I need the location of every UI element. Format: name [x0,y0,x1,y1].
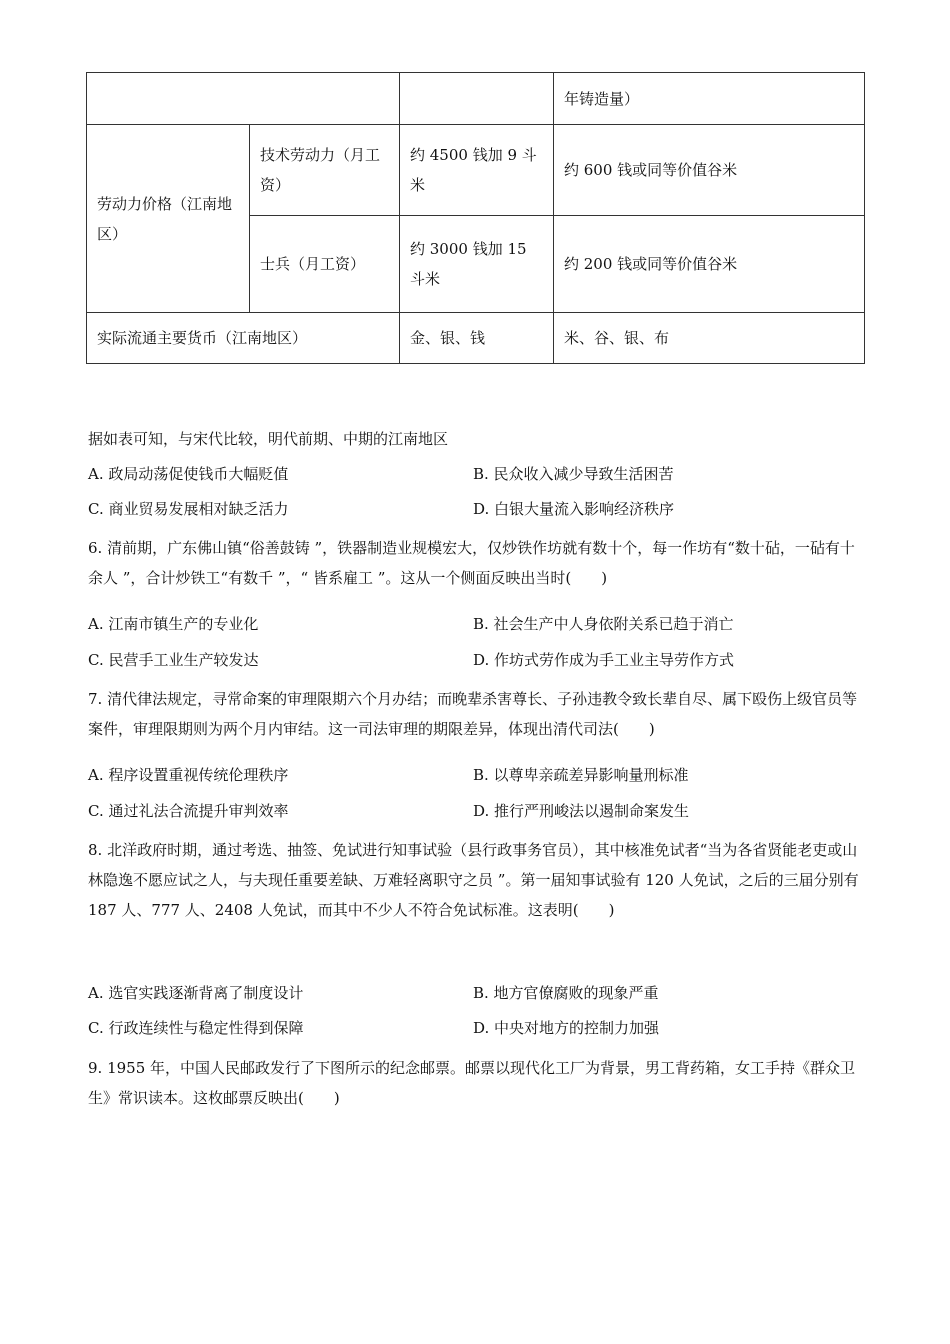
q6-option-d[interactable]: D. 作坊式劳作成为手工业主导劳作方式 [473,651,735,669]
q6-option-c[interactable]: C. 民营手工业生产较发达 [88,651,259,669]
table-row [87,313,865,364]
tech-labor-song: 约 4500 钱加 9 斗米 [400,125,554,216]
comparison-table [86,72,865,364]
q6-option-b[interactable]: B. 社会生产中人身依附关系已趋于消亡 [473,615,734,633]
q8-option-c[interactable]: C. 行政连续性与稳定性得到保障 [88,1019,304,1037]
labor-price-label: 劳动力价格（江南地区） [87,125,250,313]
currency-ming: 米、谷、银、布 [554,313,865,364]
table-cell [87,73,400,125]
question-6-stem: 6. 清前期，广东佛山镇“俗善鼓铸 ”，铁器制造业规模宏大，仅炒铁作坊就有数十个，每一作坊有“数十砧，一砧有十余人 ”，合计炒铁工“有数千 ”，“ 皆系雇工 ”。这从一个侧面反映出当时( ) [88,539,855,587]
q8-option-a[interactable]: A. 选官实践逐渐背离了制度设计 [88,984,304,1002]
q8-option-d[interactable]: D. 中央对地方的控制力加强 [473,1019,660,1037]
q7-option-c[interactable]: C. 通过礼法合流提升审判效率 [88,802,289,820]
question-9-stem: 9. 1955 年，中国人民邮政发行了下图所示的纪念邮票。邮票以现代化工厂为背景，男工背药箱，女工手持《群众卫生》常识读本。这枚邮票反映出( ) [88,1059,856,1107]
q5-option-d[interactable]: D. 白银大量流入影响经济秩序 [473,500,675,518]
tech-labor-ming: 约 600 钱或同等价值谷米 [554,125,865,216]
table-cell: 年铸造量） [554,73,865,125]
q5-option-a[interactable]: A. 政局动荡促使钱币大幅贬值 [88,465,289,483]
q8-option-b[interactable]: B. 地方官僚腐败的现象严重 [473,984,659,1002]
table-cell [400,73,554,125]
table-row [87,125,865,216]
q7-option-d[interactable]: D. 推行严刑峻法以遏制命案发生 [473,802,690,820]
soldier-label: 士兵（月工资） [250,216,400,313]
table-row [87,73,865,125]
currency-label: 实际流通主要货币（江南地区） [87,313,400,364]
question-8-stem: 8. 北洋政府时期，通过考选、抽签、免试进行知事试验（县行政事务官员），其中核准免试者“当为各省贤能老吏或山林隐逸不愿应试之人，与夫现任重要差缺、万难轻离职守之员 ”。第一届知事试验有 120 人免试，之后的三届分别有 187 人、777 人、2408 人免试，而其中不少人不符合免试标准。这表明( ) [88,841,859,919]
currency-song: 金、银、钱 [400,313,554,364]
q6-option-a[interactable]: A. 江南市镇生产的专业化 [88,615,259,633]
question-7-stem: 7. 清代律法规定，寻常命案的审理限期六个月办结；而晚辈杀害尊长、子孙违教令致长辈自尽、属下殴伤上级官员等案件，审理限期则为两个月内审结。这一司法审理的期限差异，体现出清代司法( ) [88,690,858,738]
q5-option-b[interactable]: B. 民众收入减少导致生活困苦 [473,465,674,483]
tech-labor-label: 技术劳动力（月工资） [250,125,400,216]
q7-option-a[interactable]: A. 程序设置重视传统伦理秩序 [88,766,289,784]
soldier-song: 约 3000 钱加 15 斗米 [400,216,554,313]
question-5-stem: 据如表可知，与宋代比较，明代前期、中期的江南地区 [88,430,449,448]
q5-option-c[interactable]: C. 商业贸易发展相对缺乏活力 [88,500,289,518]
q7-option-b[interactable]: B. 以尊卑亲疏差异影响量刑标准 [473,766,689,784]
soldier-ming: 约 200 钱或同等价值谷米 [554,216,865,313]
